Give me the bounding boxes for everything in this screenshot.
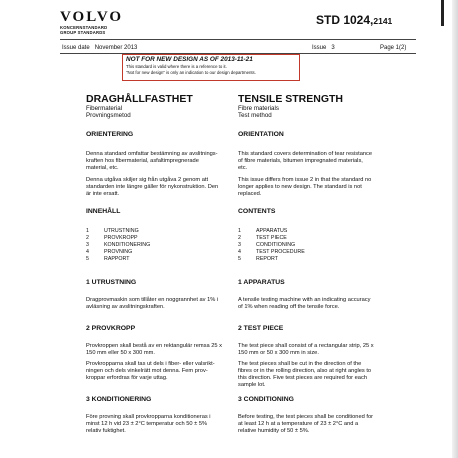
swedish-section-2-line: 150 mm eller 50 x 300 mm. [86,350,155,356]
swedish-orientation-line: material, etc. [86,165,119,171]
swedish-section-2-line: Provkroppen skall bestå av en rektangulär remsa 25 x [86,343,222,349]
list-item: 3 CONDITIONING [238,241,296,248]
english-orientation-heading: ORIENTATION [238,131,284,138]
issue-number [312,45,335,51]
swedish-contents-list [86,228,150,263]
swedish-orientation-line: standarden inte längre gäller för nykonstruktion. Den [86,184,219,190]
english-section-3-line: at least 12 h at a temperature of 23 ± 2°C and a [238,421,359,427]
english-section-2-line: The test pieces shall be cut in the direction of the [238,361,362,367]
logo-subtitle-2: GROUP STANDARDS [60,30,106,35]
list-item: 5 REPORT [238,255,278,262]
english-section-1-line: A tensile testing machine with an indicating accuracy [238,297,371,303]
list-item: 1 APPARATUS [238,228,288,234]
swedish-section-1-heading: 1 UTRUSTNING [86,279,137,286]
english-contents-list [238,228,305,263]
not-for-new-design-notice [122,54,300,81]
list-item: 2 PROVKROPP [86,234,138,241]
swedish-section-2-line: kroppar erfordras för varje uttag. [86,375,168,381]
standard-number [316,11,392,29]
english-contents [238,208,305,263]
swedish-orientation [86,131,218,198]
english-orientation-line: longer applies to new design. The standard is not [238,184,362,190]
swedish-orientation-line: Denna utgåva skiljer sig från utgåva 2 genom att [86,177,209,183]
issue-date [62,45,137,51]
english-section-2-line: fibres or in the rolling direction, also at right angles to [238,368,372,374]
issue-date-value: November 2013 [94,45,138,51]
english-section-1-line: of 1% when reading off the tensile force. [238,304,340,310]
swedish-contents-heading: INNEHÅLL [86,208,121,215]
swedish-section-3-line: relativ fuktighet. [86,428,126,434]
english-section-3-line: relative humidity of 50 ± 5%. [238,428,310,434]
english-title: TENSILE STRENGTH [238,93,344,105]
swedish-orientation-line: kraften hos fibermaterial, asfaltimpregnerade [86,158,199,164]
list-item: 3 KONDITIONERING [86,241,151,248]
english-section-3-line: Before testing, the test pieces shall be conditioned for [238,414,374,420]
swedish-section-2-heading: 2 PROVKROPP [86,325,136,332]
swedish-orientation-heading: ORIENTERING [86,131,134,138]
swedish-section-3 [86,396,211,435]
list-item: 4 TEST PROCEDURE [238,248,305,255]
swedish-subtitle-1: Fibermaterial [86,105,123,112]
swedish-section-1-line: avläsning av avslitningskraften. [86,304,165,310]
notice-title: NOT FOR NEW DESIGN AS OF 2013-11-21 [126,56,253,63]
scan-edge [452,0,458,458]
swedish-section-3-line: Före provning skall provkropparna konditioneras i [86,414,211,420]
english-section-2-line: The test piece shall consist of a rectangular strip, 25 x [238,343,374,349]
swedish-section-1 [86,279,218,311]
swedish-section-2-line: Provkropparna skall tas ut dels i fiber- eller valsrikt- [86,361,215,367]
swedish-section-2 [86,325,222,382]
volvo-logo [60,9,124,35]
english-section-1 [238,279,370,311]
swedish-title-block [86,94,193,119]
list-item: 1 UTRUSTNING [86,228,139,234]
list-item: 4 PROVNING [86,248,133,255]
english-orientation-line: replaced. [238,191,262,197]
english-section-2-line: this direction. Five test pieces are required for each [238,375,367,381]
swedish-section-3-line: minst 12 h vid 23 ± 2°C temperatur och 50 ± 5% [86,421,208,427]
english-section-2-line: 150 mm or 50 x 300 mm in size. [238,350,319,356]
list-item: 5 RAPPORT [86,255,130,262]
english-orientation-line: of fibre materials, bitumen impregnated materials, [238,158,363,164]
swedish-section-3-heading: 3 KONDITIONERING [86,396,152,403]
standard-number-suffix: 2141 [373,16,393,26]
english-subtitle-1: Fibre materials [238,105,279,112]
issue-label: Issue [312,45,327,51]
english-section-2 [238,325,374,389]
list-item: 2 TEST PIECE [238,234,287,241]
english-orientation-line: etc. [238,165,248,171]
english-section-1-heading: 1 APPARATUS [238,279,285,286]
swedish-subtitle-2: Provningsmetod [86,112,131,119]
english-contents-heading: CONTENTS [238,208,276,215]
issue-number-value: 3 [331,45,335,51]
english-section-2-line: sample lot. [238,382,266,388]
english-title-block [238,94,343,119]
standard-number-main: STD 1024, [316,13,374,27]
english-section-3 [238,396,373,435]
logo-subtitle-1: KONCERNSTANDARD [60,25,108,30]
english-section-3-heading: 3 CONDITIONING [238,396,294,403]
english-orientation-line: This issue differs from issue 2 in that the standard no [238,177,372,183]
header-rule-top [60,39,416,40]
swedish-contents [86,208,150,263]
swedish-section-1-line: Dragprovmaskin som tillåter en noggrannhet av 1% i [86,297,219,303]
english-orientation-line: This standard covers determination of tear resistance [238,151,373,157]
swedish-title: DRAGHÅLLFASTHET [86,93,193,105]
swedish-orientation-line: Denna standard omfattar bestämning av avslitnings- [86,151,218,157]
page-number: Page 1(2) [380,45,407,51]
swedish-orientation-line: är inte ersatt. [86,191,120,197]
swedish-section-2-line: ningen och dels vinkelrätt mot denna. Fem prov- [86,368,208,374]
scan-mark [441,0,444,26]
english-subtitle-2: Test method [238,112,272,119]
logo-wordmark: VOLVO [60,9,124,25]
notice-line-1: This standard is valid where there is a reference to it. [126,64,227,69]
issue-date-label: Issue date [62,45,90,51]
english-orientation [238,131,372,198]
english-section-2-heading: 2 TEST PIECE [238,325,284,332]
notice-line-2: "Not for new design" is only an indication to our design departments. [126,69,256,75]
